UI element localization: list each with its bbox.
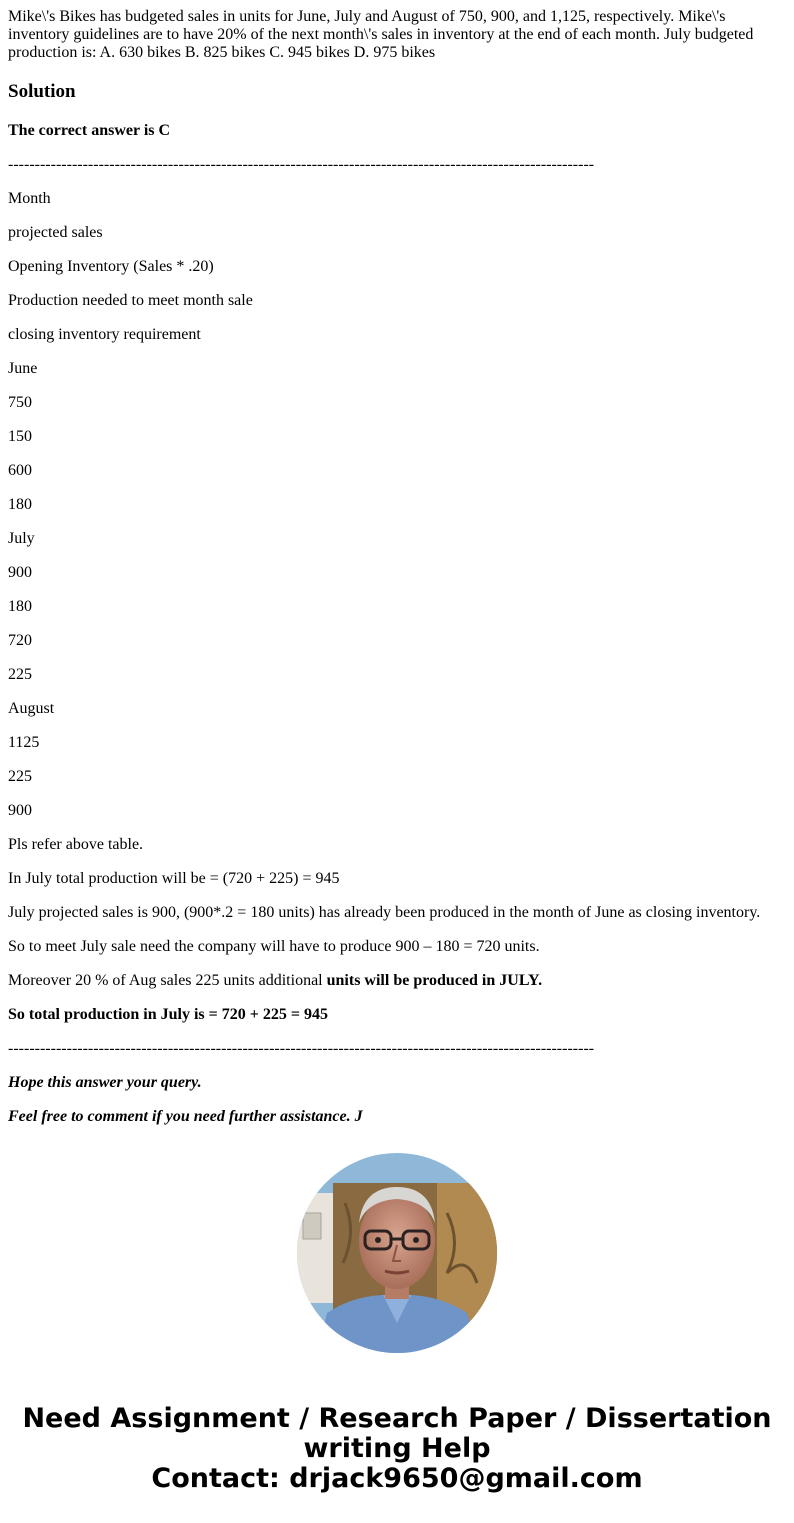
table-line: 900	[8, 564, 32, 581]
table-lines	[8, 190, 786, 820]
divider-top: --------------------------------------------------------------------------------------------------------------	[8, 156, 595, 173]
table-line: July	[8, 530, 35, 547]
footer-line-2: writing Help	[303, 1433, 491, 1464]
table-line: 180	[8, 496, 32, 513]
table-line: 150	[8, 428, 32, 445]
moreover-plain: Moreover 20 % of Aug sales 225 units additional	[8, 972, 327, 989]
table-line: closing inventory requirement	[8, 326, 201, 343]
table-line: 225	[8, 666, 32, 683]
table-line: Month	[8, 190, 51, 207]
table-line: projected sales	[8, 224, 103, 241]
table-line: 600	[8, 462, 32, 479]
author-avatar	[297, 1153, 497, 1353]
solution-heading: Solution	[8, 81, 76, 102]
refer-text: Pls refer above table.	[8, 836, 144, 853]
table-line: 720	[8, 632, 32, 649]
feel-free-text: Feel free to comment if you need further assistance. J	[8, 1108, 363, 1125]
divider-bottom: --------------------------------------------------------------------------------------------------------------	[8, 1040, 595, 1057]
moreover-bold: units will be produced in JULY.	[326, 972, 543, 989]
final-production-text: So total production in July is = 720 + 225 = 945	[8, 1006, 328, 1023]
table-line: 225	[8, 768, 32, 785]
total-production-text: In July total production will be = (720 + 225) = 945	[8, 870, 340, 887]
hope-text: Hope this answer your query.	[8, 1074, 202, 1091]
table-line: 1125	[8, 734, 40, 751]
table-line: 750	[8, 394, 32, 411]
table-line: Production needed to meet month sale	[8, 292, 253, 309]
table-line: 900	[8, 802, 32, 819]
correct-answer: The correct answer is C	[8, 122, 171, 139]
projected-sales-text: July projected sales is 900, (900*.2 = 180 units) has already been produced in the month of June as closing inventory.	[8, 904, 761, 921]
table-line: 180	[8, 598, 32, 615]
table-line: June	[8, 360, 38, 377]
table-line: Opening Inventory (Sales * .20)	[8, 258, 214, 275]
question-text: Mike\'s Bikes has budgeted sales in units for June, July and August of 750, 900, and 1,125, respectively. Mike\'s inventory guidelines are to have 20% of the next month\'s sales in inventory at the end of each month. July budgeted production is: A. 630 bikes B. 825 bikes C. 945 bikes D. 975 bikes	[8, 8, 754, 61]
meet-sale-text: So to meet July sale need the company will have to produce 900 – 180 = 720 units.	[8, 938, 540, 955]
moreover-text	[8, 972, 786, 990]
footer-banner	[0, 1404, 794, 1494]
footer-contact: Contact: drjack9650@gmail.com	[151, 1463, 643, 1494]
footer-line-1: Need Assignment / Research Paper / Dissertation	[22, 1403, 772, 1434]
table-line: August	[8, 700, 55, 717]
author-photo	[297, 1153, 497, 1353]
